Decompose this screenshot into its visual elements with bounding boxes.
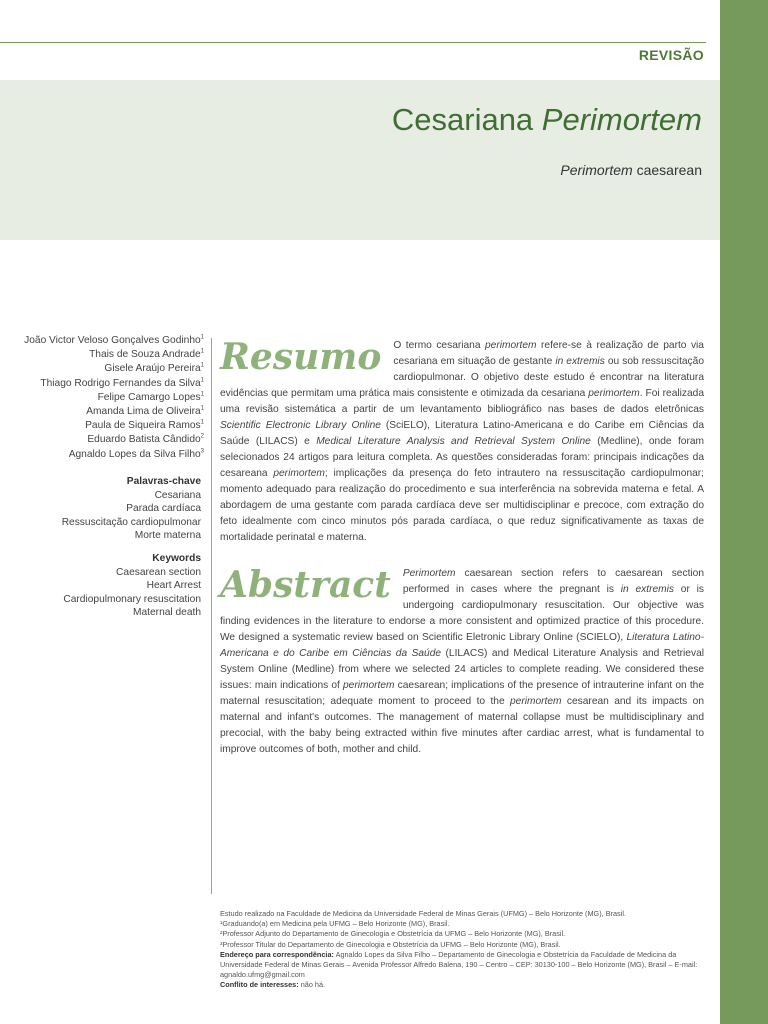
abstract-text-run: Perimortem	[402, 568, 456, 579]
abstract-heading: Abstract	[220, 564, 391, 606]
resumo-text-run: Medical Literature Analysis and Retrieval System Online	[316, 436, 591, 447]
resumo-text-run: in extremis	[555, 356, 605, 367]
resumo-text-run: perimortem	[273, 468, 325, 479]
side-color-stripe	[720, 0, 768, 1024]
resumo-text-run: . Foi realizada uma revisão sistemática a partir de um levantamento bibliográfico nas bases de dados eletrônicas	[220, 388, 704, 415]
resumo-text-run: (SciELO), Literatura Latino-Americana e do Caribe em Ciências da Saúde (LILACS) e	[220, 420, 704, 447]
keyword-item: Parada cardíaca	[126, 503, 201, 514]
author: Thais de Souza Andrade$^1$	[89, 348, 204, 361]
resumo-text-run: Scientific Electronic Library Online	[220, 420, 381, 431]
resumo-text-run: (Medline), onde foram selecionados 24 artigos para leitura completa. As questões consideradas foram: principais indicações da cesareana	[220, 436, 704, 479]
author-list	[10, 334, 204, 462]
palavras-chave-block	[10, 475, 201, 543]
subtitle-italic: Perimortem	[560, 162, 633, 178]
resumo-text-run: ; implicações da presença do feto intrautero na ressuscitação cardiopulmonar; momento adequado para realização do procedimento e sua interferência na sobrevida materna e fetal. A abordagem de uma gestante com parada cardíaca deve ser multidisciplinar e precoce, com extração do feto idealmente com cinco minutos pós parada cardíaca, o que reduz significativamente as taxas de mortalidade perinatal e materna.	[220, 468, 705, 543]
article-title	[392, 102, 702, 138]
abstract-text-run: perimortem	[342, 680, 395, 691]
title-italic: Perimortem	[541, 102, 702, 137]
author: Agnaldo Lopes da Silva Filho$^3$	[68, 448, 204, 460]
abstract-text-run: caesarean section refers to caesarean section performed in cases where the pregnant is	[402, 568, 704, 595]
keywords-block	[10, 552, 201, 620]
author: Gisele Araújo Pereira$^1$	[104, 363, 204, 375]
footnote-3: ³Professor Titular do Departamento de Ginecologia e Obstetrícia da UFMG – Belo Horizonte (MG), Brasil.	[220, 939, 561, 949]
footnote-study: Estudo realizado na Faculdade de Medicina da Universidade Federal de Minas Gerais (UFMG) – Belo Horizonte (MG), Brasil.	[220, 909, 626, 918]
resumo-text-run: perimortem	[588, 388, 640, 399]
title-band	[0, 80, 720, 240]
abstract-text-run: Literatura Latino-Americana e do Caribe em Ciências da Saúde	[220, 632, 704, 659]
abstract-section	[220, 566, 704, 758]
keyword-item: Heart Arrest	[146, 580, 201, 591]
author: Paula de Siqueira Ramos$^1$	[85, 419, 204, 432]
article-subtitle	[560, 162, 702, 178]
resumo-text-run: O termo cesariana	[393, 340, 486, 351]
footnote-1: ¹Graduando(a) em Medicina pela UFMG – Belo Horizonte (MG), Brasil.	[220, 919, 450, 929]
palavras-chave-heading: Palavras-chave	[126, 476, 201, 487]
footnotes	[220, 909, 720, 991]
keyword-item: Cesariana	[154, 489, 201, 501]
abstract-text-run: in extremis	[620, 584, 675, 595]
resumo-heading: Resumo	[220, 336, 382, 378]
keyword-item: Maternal death	[133, 607, 201, 618]
resumo-text-run: perimortem	[485, 340, 537, 351]
footnote-correspondence: Endereço para correspondência: Agnaldo Lopes da Silva Filho – Departamento de Ginecologia e Obstetrícia da Faculdade de Medicina da Universidade Federal de Minas Gerais – Avenida Professor Alfredo Balena, 190 – Centro – CEP: 30130-100 – Belo Horizonte (MG), Brasil – E-mail: agnaldo.ufmg@gmail.com	[220, 949, 698, 980]
abstract-text-run: caesarean; implications of the presence of intrauterine infant on the maternal resuscitation; adequate moment to proceed to the	[220, 680, 704, 707]
resumo-section	[220, 338, 704, 546]
keywords-heading: Keywords	[152, 553, 201, 564]
subtitle-regular: caesarean	[632, 162, 702, 178]
abstract-text-run: (LILACS) and Medical Literature Analysis and Retrieval System Online (Medline) from where we selected 24 articles to complete reading. We considered these issues: main indications of	[220, 648, 704, 691]
footnote-conflict: Conflito de interesses: não há.	[220, 980, 326, 990]
author: Eduardo Batista Cândido$^2$	[87, 434, 204, 446]
footnote-2: ²Professor Adjunto do Departamento de Ginecologia e Obstetrícia da UFMG – Belo Horizonte (MG), Brasil.	[220, 929, 566, 939]
abstract-text-run: cesarean and its impacts on maternal and infant's outcomes. The management of maternal collapse must be multidisciplinary and precocial, with the baby being extracted within five minutes after cardiac arrest, what is fundamental to improve outcomes of both, mother and child.	[220, 696, 704, 755]
column-divider	[211, 338, 212, 894]
abstract-text-run: or is undergoing cardiopulmonary resuscitation. Our objective was finding evidences in the literature to endorse a more consistent and optimized practice of this procedure. We designed a systematic review based on Scientific Eletronic Library Online (SCIELO),	[220, 584, 704, 643]
keyword-item: Morte materna	[134, 530, 201, 541]
resumo-text-run: ou sob ressuscitação cardiopulmonar. O objetivo deste estudo é encontrar na literatura evidências que permitam uma prática mais consistente e otimizada da cesariana	[220, 356, 704, 399]
author: João Victor Veloso Gonçalves Godinho$^1$	[24, 334, 204, 346]
keyword-item: Caesarean section	[116, 566, 201, 578]
section-label: REVISÃO	[638, 47, 704, 63]
author: Felipe Camargo Lopes$^1$	[97, 391, 204, 403]
top-rule	[0, 42, 706, 43]
keyword-item: Cardiopulmonary resuscitation	[63, 593, 201, 605]
title-regular: Cesariana	[391, 102, 542, 137]
author: Amanda Lima de Oliveira$^1$	[86, 405, 204, 418]
author: Thiago Rodrigo Fernandes da Silva$^1$	[40, 377, 204, 389]
resumo-text-run: refere-se à realização de parto via cesariana em situação de gestante	[393, 340, 704, 367]
keyword-item: Ressuscitação cardiopulmonar	[61, 516, 201, 528]
abstract-text-run: perimortem	[510, 696, 562, 707]
